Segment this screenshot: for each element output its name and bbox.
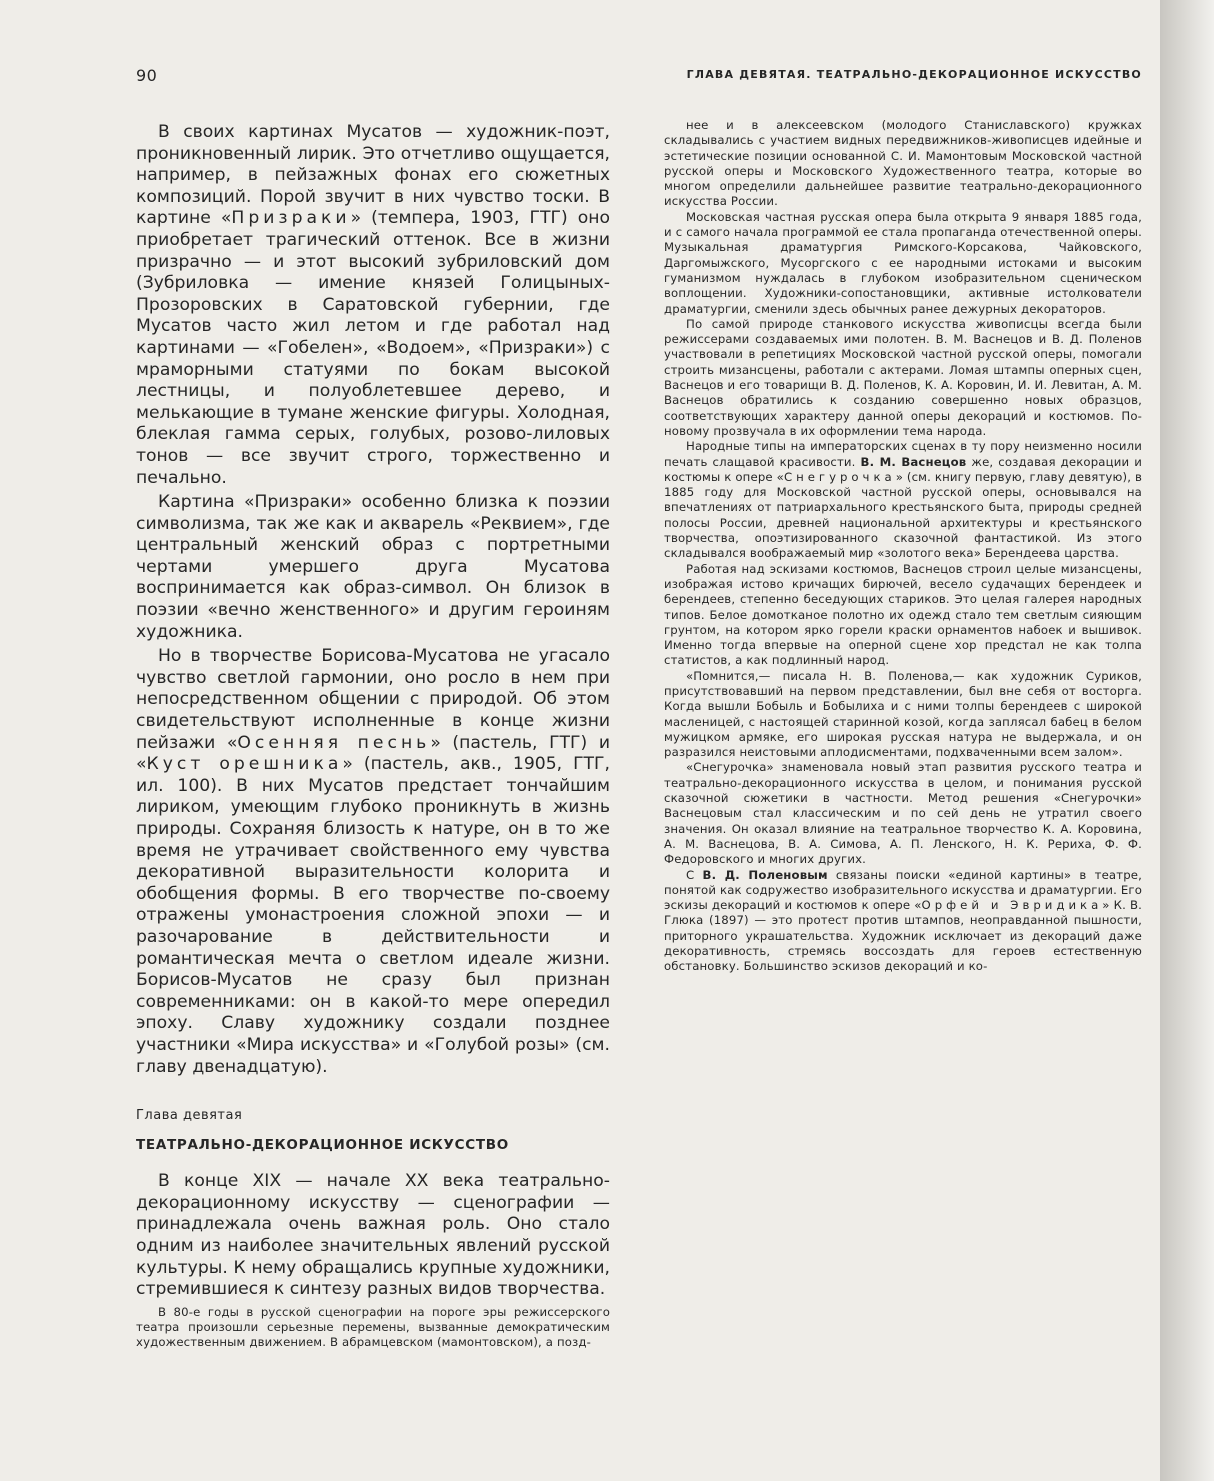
- text-run: Но в творчестве Борисова-Мусатова не угасало чувство светлой гармонии, оно росло в нем при непосредственном общении с природой. Об этом свидетельствуют исполненные в конце жизни пейзажи «: [136, 646, 610, 753]
- spaced-title: Снегурочка: [783, 469, 896, 484]
- text-run: В своих картинах Мусатов — художник-поэт, проникновенный лирик. Это отчетливо ощущается, например, в пейзажных фонах его сюжетных композиций. Порой звучит в них чувство тоски. В картине «: [136, 122, 610, 229]
- spaced-title: Орфей и Эвридика: [921, 898, 1103, 913]
- page-edge-shadow: [1160, 0, 1214, 1481]
- text-run: С: [686, 867, 703, 882]
- chapter-label: Глава девятая: [136, 1108, 243, 1124]
- paragraph-private-opera: Московская частная русская опера была открыта 9 января 1885 года, и с самого начала программой ее стала пропаганда отечественной оперы. Музыкальная драматургия Римского-Корсакова, Чайковского, Даргомыжского, Мусоргского с ее народными истоками и высоким гуманизмом нуждалась в глубоком изобразительном сценическом воплощении. Художники-сопостановщики, активные истолкователи драматургии, сменили здесь обычных ранее дежурных декораторов.: [664, 209, 1142, 316]
- paragraph-quote: «Помнится,— писала Н. В. Поленова,— как художник Суриков, присутствовавший на первом представлении, был вне себя от восторга. Когда вышли Бобыль и Бобылиха и с ними толпы берендеев с широкой масленицей, с настоящей старинной козой, когда заплясал бабец в белом мужицком армяке, его широкая русская натура не выдержала, и он разразился неистовыми аплодисментами, подхваченными всем залом».: [664, 668, 1142, 760]
- spaced-title: Осенняя песнь: [237, 732, 431, 753]
- running-head: ГЛАВА ДЕВЯТАЯ. ТЕАТРАЛЬНО-ДЕКОРАЦИОННОЕ ИСКУССТВО: [686, 68, 1142, 81]
- paragraph-painters-directors: По самой природе станкового искусства живописцы всегда были режиссерами создаваемых ими полотен. В. М. Васнецов и В. Д. Поленов участвовали в репетициях Московской частной русской оперы, помогали строить мизансцены, работали с актерами. Ломая штампы оперных сцен, Васнецов и его товарищи В. Д. Поленов, К. А. Коровин, И. И. Левитан, А. М. Васнецов обратились к созданию совершенно новых образцов, соответствующих характеру данной оперы декораций и костюмов. По-новому прозвучала в их оформлении тема народа.: [664, 316, 1142, 438]
- paragraph-snegurochka: «Снегурочка» знаменовала новый этап развития русского театра и театрально-декорационного искусства в целом, и понимания русской сказочной сюжетики в частности. Метод решения «Снегурочки» Васнецовым стал классическим и по сей день не утратил своего значения. Он оказал влияние на театральное творчество К. А. Коровина, А. М. Васнецова, В. А. Симова, А. П. Ленского, Н. К. Рериха, Ф. Ф. Федоровского и многих других.: [664, 760, 1142, 867]
- right-column: [664, 118, 1142, 975]
- text-run: » (пастель, ГТГ) и «: [136, 732, 610, 775]
- paragraph-costumes: Работая над эскизами костюмов, Васнецов строил целые мизансцены, изображая истово кричащих бирючей, весело судачащих берендеек и берендеев, степенно беседующих стариков. Это целая галерея народных типов. Белое домотканое полотно их одежд стало тем светлым сияющим грунтом, на котором ярко горели краски орнаментов набоек и вышивок. Именно тогда впервые на оперной сцене хор предстал не как толпа статистов, а как подлинный народ.: [664, 561, 1142, 668]
- paragraph-eighties: В 80-е годы в русской сценографии на пороге эры режиссерского театра произошли серьезные перемены, вызванные демократическим художественным движением. В абрамцевском (мамонтовском), а позд-: [136, 1304, 610, 1350]
- text-run: » (см. книгу первую, главу девятую), в 1885 году для Московской частной русской оперы, основывался на впечатлениях от патриархального крестьянского быта, природы средней полосы России, древней национальной архитектуры и крестьянского творчества, опоэтизированного сказочной фантастикой. Из этого складывался воображаемый мир «золотого века» Берендеева царства.: [664, 469, 1143, 561]
- paragraph-circles: нее и в алексеевском (молодого Станиславского) кружках складывались с участием видных передвижников-живописцев идейные и эстетические позиции основанной С. И. Мамонтовым Московской частной русской оперы и Московского Художественного театра, которые во многом определили дальнейшее развитие театрально-декорационного искусства России.: [664, 118, 1142, 209]
- small-text-block: [136, 1305, 610, 1351]
- page-number: 90: [136, 66, 158, 85]
- spaced-title: Куст орешника: [146, 754, 343, 775]
- main-text-block: [136, 122, 610, 1078]
- spaced-title: Призраки: [231, 208, 351, 229]
- chapter-intro-block: [136, 1171, 610, 1301]
- paragraph-harmony: [136, 646, 610, 1078]
- chapter-title: ТЕАТРАЛЬНО-ДЕКОРАЦИОННОЕ ИСКУССТВО: [136, 1137, 509, 1154]
- text-run: » К. В. Глюка (1897) — это протест против штампов, неоправданной пышности, приторного украшательства. Художник исключает из декораций даже декоративность, стремясь воссоздать для героев естественную обстановку. Большинство эскизов декораций и ко-: [664, 898, 1142, 974]
- text-run: » (темпера, 1903, ГТГ) оно приобретает трагический оттенок. Все в жизни призрачно — и этот высокий зубриловский дом (Зубриловка — имение князей Голицыных-Прозоровских в Саратовской губернии, где Мусатов часто жил летом и где работал над картинами — «Гобелен», «Водоем», «Призраки») с мраморными статуями по бокам высокой лестницы, и полуоблетевшее дерево, и мелькающие в тумане женские фигуры. Холодная, блеклая гамма серых, голубых, розово-лиловых тонов — все звучит строго, торжественно и печально.: [136, 208, 610, 488]
- paragraph-vasnetsov: [664, 439, 1142, 561]
- text-run: связаны поиски «единой картины» в театре, понятой как содружество изобразительного искусства и драматургии. Его эскизы декораций и костюмов к опере «: [664, 867, 1142, 913]
- text-run: Народные типы на императорских сценах в ту пору неизменно носили печать слащавой красивости.: [664, 439, 1142, 469]
- text-run: же, создавая декорации и костюмы к опере «: [664, 454, 1142, 484]
- text-run: » (пастель, акв., 1905, ГТГ, ил. 100). В них Мусатов предстает тончайшим лириком, умеющим глубоко проникнуть в жизнь природы. Сохраняя близость к натуре, он в то же время не утрачивает свойственного ему чувства декоративной выразительности колорита и обобщения формы. В его творчестве по-своему отражены умонастроения сложной эпохи — и разочарование в действительности и романтическая мечта о светлом идеале жизни. Борисов-Мусатов не сразу был признан современниками: он в какой-то мере опередил эпоху. Славу художнику создали позднее участники «Мира искусства» и «Голубой розы» (см. главу двенадцатую).: [136, 754, 611, 1077]
- bold-name: В. Д. Поленовым: [702, 867, 828, 882]
- paragraph-intro: В конце XIX — начале XX века театрально-декорационному искусству — сценографии — принадлежала очень важная роль. Оно стало одним из наиболее значительных явлений русской культуры. К нему обращались крупные художники, стремившиеся к синтезу разных видов творчества.: [136, 1171, 610, 1300]
- paragraph-polenov: [664, 868, 1142, 975]
- left-column: [136, 122, 610, 1351]
- paragraph-symbolism: Картина «Призраки» особенно близка к поэзии символизма, так же как и акварель «Реквием», где центральный женский образ с портретными чертами умершего друга Мусатова воспринимается как образ-символ. Он близок в поэзии «вечно женственного» и другим героиням художника.: [136, 492, 610, 642]
- paragraph-ghosts: [136, 122, 610, 489]
- bold-name: В. М. Васнецов: [860, 454, 967, 469]
